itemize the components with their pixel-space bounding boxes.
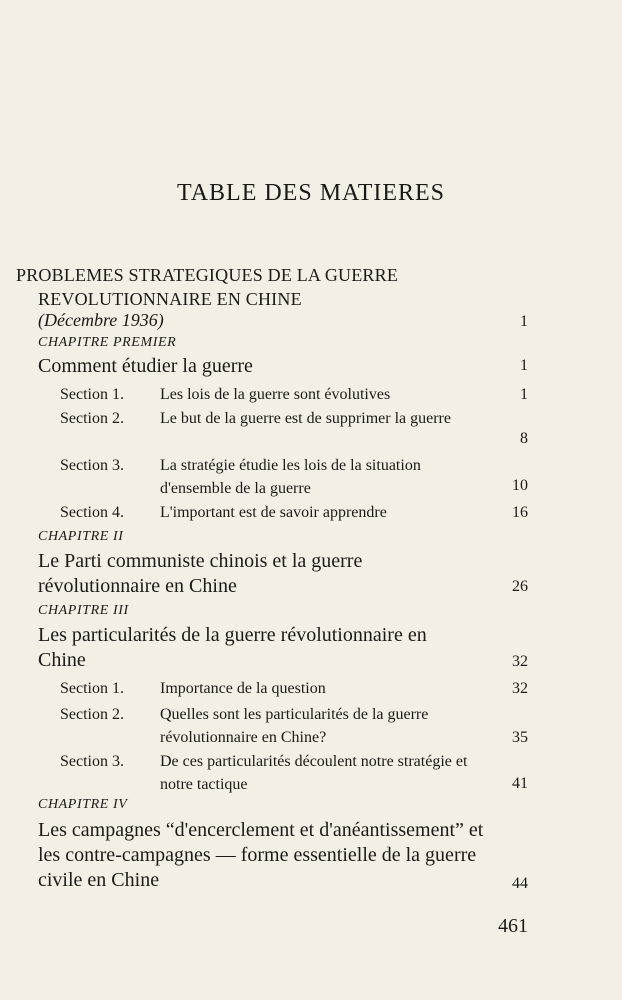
chapter-1-label: CHAPITRE PREMIER [38,335,177,350]
ch3-section-3-page: 41 [512,775,528,792]
ch3-section-3-title: De ces particularités découlent notre stratégie et notre tactique [160,753,468,793]
ch1-section-2-title: Le but de la guerre est de supprimer la guerre [160,410,451,427]
chapter-3-label: CHAPITRE III [38,603,129,618]
ch3-section-2-page: 35 [512,729,528,746]
ch1-section-3-label: Section 3. [60,457,124,474]
chapter-1-page: 1 [520,357,528,374]
ch3-section-1-title: Importance de la question [160,680,326,697]
ch1-section-3-title: La stratégie étudie les lois de la situation d'ensemble de la guerre [160,457,421,497]
ch1-section-3-page: 10 [512,477,528,494]
chapter-2-title: Le Parti communiste chinois et la guerre révolutionnaire en Chine [38,550,363,597]
ch1-section-4-title: L'important est de savoir apprendre [160,504,387,521]
part-title-line-1: PROBLEMES STRATEGIQUES DE LA GUERRE [16,265,399,285]
ch3-section-2-label: Section 2. [60,706,124,723]
ch1-section-1-title: Les lois de la guerre sont évolutives [160,386,391,403]
chapter-2-page: 26 [512,578,528,595]
chapter-2-label: CHAPITRE II [38,529,124,544]
chapter-3-page: 32 [512,653,528,670]
chapter-3-title: Les particularités de la guerre révolutionnaire en Chine [38,624,427,671]
ch3-section-1-page: 32 [512,680,528,697]
chapter-1-title: Comment étudier la guerre [38,355,253,377]
chapter-4-title: Les campagnes “d'encerclement et d'anéantissement” et les contre-campagnes — forme essentielle de la guerre civile en Chine [38,819,484,891]
ch1-section-4-page: 16 [512,504,528,521]
ch3-section-1-label: Section 1. [60,680,124,697]
part-page-number: 1 [520,313,528,330]
ch3-section-2-title: Quelles sont les particularités de la guerre révolutionnaire en Chine? [160,706,429,746]
ch1-section-1-page: 1 [520,386,528,403]
page-number: 461 [498,915,528,937]
ch3-section-3-label: Section 3. [60,753,124,770]
ch1-section-1-label: Section 1. [60,386,124,403]
ch1-section-2-label: Section 2. [60,410,124,427]
chapter-4-label: CHAPITRE IV [38,797,128,812]
page-title: TABLE DES MATIERES [176,180,446,206]
ch1-section-2-page: 8 [520,430,528,447]
ch1-section-4-label: Section 4. [60,504,124,521]
part-title-line-2: REVOLUTIONNAIRE EN CHINE [38,289,302,309]
part-date: (Décembre 1936) [38,310,164,330]
chapter-4-page: 44 [512,875,528,892]
